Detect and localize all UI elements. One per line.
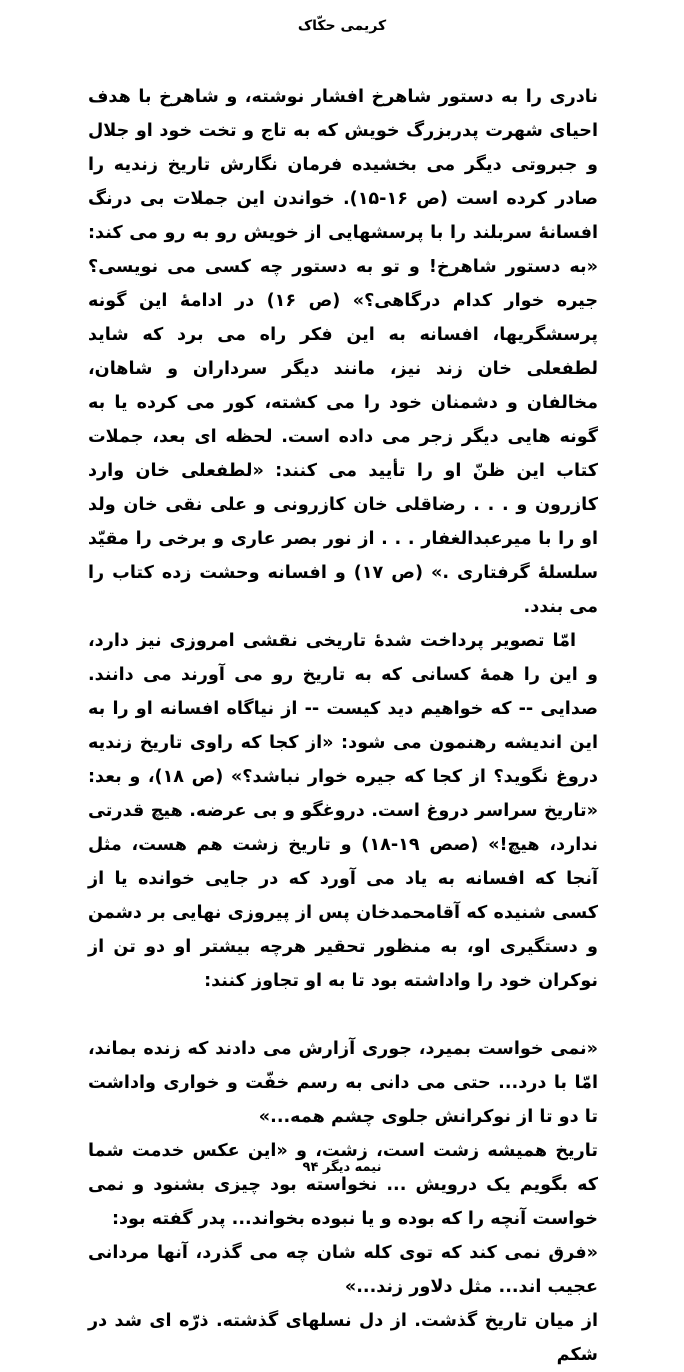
paragraph-1: نادری را به دستور شاهرخ افشار نوشته، و شاهرخ با هدف احیای شهرت پدربزرگ خویش که به تاج و تخت خود او جلال و جبروتی دیگر می بخشیده فرمان نگارش تاریخ زندیه را صادر کرده است (ص ۱۶-۱۵). خواندن این جملات بی درنگ افسانهٔ سربلند را با پرسشهایی از خویش رو به رو می کند: «به دستور شاهرخ! و تو به دستور چه کسی می نویسی؟ جیره خوار کدام درگاهی؟» (ص ۱۶) در ادامهٔ این گونه پرسشگریها، افسانه به این فکر راه می برد که شاید لطفعلی خان زند نیز، مانند دیگر سرداران و شاهان، مخالفان و دشمنان خود را می کشته، کور می کرده یا به گونه هایی دیگر زجر می داده است. لحظه ای بعد، جملات کتاب این ظنّ او را تأیید می کنند: «لطفعلی خان وارد کازرون و . . . رضاقلی خان کازرونی و علی نقی خان ولد او را با میرعبدالغفار . . . از نور بصر عاری و برخی را مقیّد سلسلهٔ گرفتاری .» (ص ۱۷) و افسانه وحشت زده کتاب را می بندد. xyxy=(88,87,599,617)
paragraph-4: از میان تاریخ گذشت. از دل نسلهای گذشته. ذرّه ای شد در شکم xyxy=(88,1311,598,1365)
page-footer-folio: نیمه دیگر ۹۴ xyxy=(302,1160,382,1175)
running-head: کریمی حکّاک xyxy=(297,18,387,34)
quote-1: «نمی خواست بمیرد، جوری آزارش می دادند که زنده بماند، امّا با درد... حتی می دانی به رسم خفّت و خواری واداشت تا دو تا از نوکرانش جلوی چشم همه...» xyxy=(88,1039,598,1127)
quote-2: «فرق نمی کند که توی کله شان چه می گذرد، آنها مردانی عجیب اند... مثل دلاور زند...» xyxy=(88,1243,598,1297)
paragraph-2: امّا تصویر پرداخت شدهٔ تاریخی نقشی امروزی نیز دارد، و این را همهٔ کسانی که به تاریخ رو می آورند می دانند. صدایی -- که خواهیم دید کیست -- از نیاگاه افسانه او را به این اندیشه رهنمون می شود: «از کجا که راوی تاریخ زندیه دروغ نگوید؟ از کجا که جیره خوار نباشد؟» (ص ۱۸)، و بعد: «تاریخ سراسر دروغ است. دروغگو و بی عرضه. هیچ قدرتی ندارد، هیچ!» (صص ۱۹-۱۸) و تاریخ زشت هم هست، مثل آنجا که افسانه به یاد می آورد که در جایی خوانده یا از کسی شنیده که آقامحمدخان پس از پیروزی نهایی بر دشمن و دستگیری او، به منظور تحقیر هرچه بیشتر او دو تن از نوکران خود را واداشته بود تا به او تجاوز کنند: xyxy=(88,631,599,991)
paragraph-3: تاریخ همیشه زشت است، زشت، و «این عکس خدمت شما که بگویم یک درویش ... نخواسته بود چیزی بشنود و نمی خواست آنچه را که بوده و یا نبوده بخواند... پدر گفته بود: xyxy=(88,1141,598,1229)
body-text xyxy=(88,80,598,1372)
